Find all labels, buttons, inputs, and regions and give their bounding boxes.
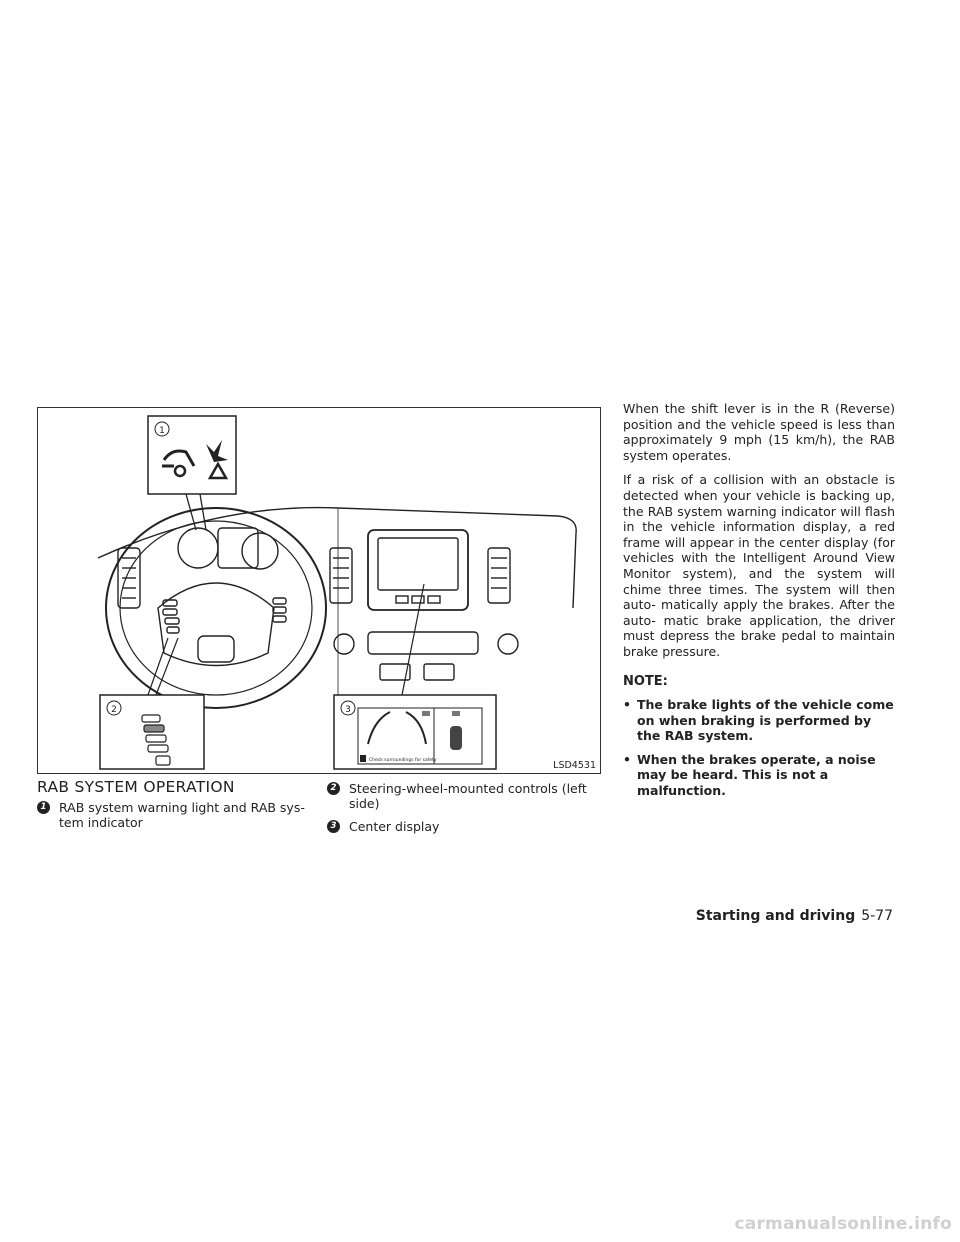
alert-icon — [360, 755, 366, 762]
callout-1 — [148, 416, 236, 530]
callout-2-label: 2 — [111, 705, 117, 715]
caption-number-2: 2 — [327, 782, 340, 795]
footer-section: Starting and driving — [695, 908, 856, 924]
caption-text-1: RAB system warning light and RAB sys- tem indicator — [59, 800, 305, 830]
screen-banner: Check surroundings for safety — [369, 758, 437, 763]
caption-text-2: Steering-wheel-mounted controls (left side) — [349, 781, 587, 811]
callout-3-label: 3 — [345, 705, 351, 715]
callout-3 — [334, 584, 496, 769]
note-list — [623, 697, 895, 799]
caption-2 — [327, 781, 601, 811]
note-item-2: • When the brakes operate, a noise may be heard. This is not a malfunction. — [623, 752, 895, 799]
note-item-1: • The brake lights of the vehicle come on when braking is performed by the RAB system. — [623, 697, 895, 744]
section-title: RAB SYSTEM OPERATION — [37, 778, 235, 796]
body-column — [623, 401, 895, 807]
page-number: 5-77 — [861, 908, 893, 924]
callout-2 — [100, 638, 204, 769]
callout-1-label: 1 — [159, 426, 165, 436]
dashboard-drawing — [38, 408, 600, 773]
caption-1 — [37, 800, 309, 830]
body-paragraph-1: When the shift lever is in the R (Reverse) position and the vehicle speed is less than approximately 9 mph (15 km/h), the RAB system operates. — [623, 401, 895, 463]
dashboard-illustration — [37, 407, 601, 774]
caption-number-3: 3 — [327, 820, 340, 833]
watermark: carmanualsonline.info — [734, 1214, 952, 1234]
caption-3 — [327, 819, 601, 834]
note-heading: NOTE: — [623, 673, 668, 689]
body-paragraph-2: If a risk of a collision with an obstacle is detected when your vehicle is backing up, the RAB system warning indicator will flash in the vehicle information display, a red frame will appear in the center display (for vehicles with the Intelligent Around View Monitor system), and the system will chime three times. The system will then auto- matically apply the brakes. After the auto- matic brake application, the driver must depress the brake pedal to maintain brake pressure. — [623, 472, 895, 659]
page-footer — [696, 908, 893, 924]
caption-text-3: Center display — [349, 819, 440, 834]
figure-code: LSD4531 — [553, 760, 596, 771]
caption-number-1: 1 — [37, 801, 50, 814]
